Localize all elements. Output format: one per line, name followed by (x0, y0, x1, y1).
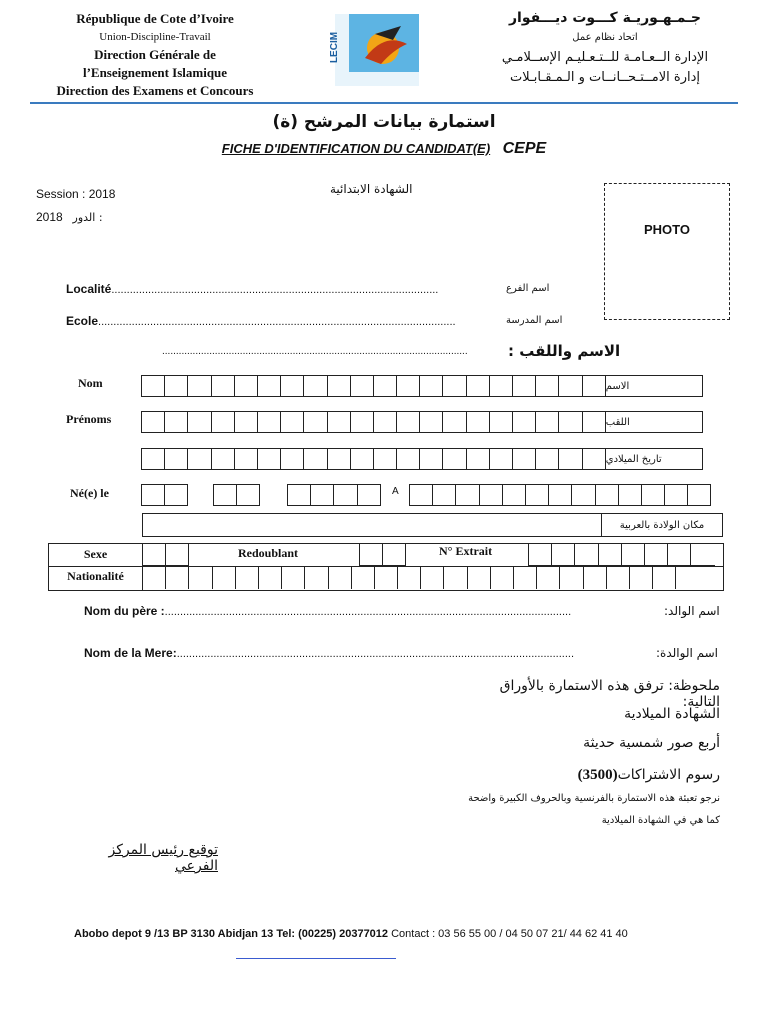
grid-cell[interactable] (164, 375, 188, 397)
grid-cell[interactable] (212, 567, 236, 589)
grid-cell[interactable] (350, 411, 374, 433)
grid-cell[interactable] (164, 448, 188, 470)
extrait-cell[interactable] (690, 544, 714, 566)
notes-intro: ملحوظة: ترفق هذه الاستمارة بالأوراق التالية: (499, 678, 720, 710)
birthdate-year[interactable] (288, 484, 381, 506)
grid-cell[interactable] (373, 411, 397, 433)
nom-ar-label: الاسم (605, 375, 703, 397)
grid-cell[interactable] (257, 375, 281, 397)
grid-cell[interactable] (512, 411, 536, 433)
grid-cell[interactable] (328, 567, 352, 589)
footer-address: Abobo depot 9 /13 BP 3130 Abidjan 13 Tel: (00225) 20377012 (74, 928, 389, 940)
grid-cell[interactable] (141, 448, 165, 470)
grid-cell[interactable] (548, 484, 572, 506)
session-fr: Session : 2018 (36, 187, 116, 201)
grid-cell[interactable] (525, 484, 549, 506)
grid-cell[interactable] (583, 567, 607, 589)
extrait-cells[interactable] (529, 544, 715, 566)
grid-cell[interactable] (211, 411, 235, 433)
header-ar-motto: اتحاد نظام عمل (572, 32, 638, 43)
grid-cell[interactable] (558, 448, 582, 470)
grid-cell[interactable] (442, 411, 466, 433)
grid-cell[interactable] (187, 448, 211, 470)
nationalite-label: Nationalité (67, 569, 124, 583)
grid-cell[interactable] (373, 375, 397, 397)
grid-cell[interactable] (280, 411, 304, 433)
extrait-cell[interactable] (667, 544, 691, 566)
grid-cell[interactable] (512, 375, 536, 397)
header-country: République de Cote d’Ivoire (76, 11, 234, 26)
ecole-label: Ecole (66, 314, 99, 328)
grid-cell[interactable] (687, 484, 711, 506)
localite-row[interactable]: Localité........................................................................................................... اسم الفرع (66, 282, 550, 296)
header-ar-exams: إدارة الامــتـحــانــات و الـمـقـابـلات (510, 70, 700, 85)
redoublant-cell[interactable] (382, 544, 406, 566)
grid-cell[interactable] (280, 448, 304, 470)
ecole-row[interactable]: Ecole..................................................................................................................... اسم المدرسة (66, 314, 563, 328)
grid-cell[interactable] (595, 484, 619, 506)
father-ar-label: اسم الوالد: (664, 604, 720, 618)
nom-grid[interactable] (142, 375, 703, 397)
header-ar-direction: الإدارة الــعـامـة للــتـعـليـم الإســلامـي (501, 50, 709, 65)
grid-cell[interactable] (397, 567, 421, 589)
grid-cell[interactable] (536, 567, 560, 589)
grid-cell[interactable] (559, 567, 583, 589)
footer-link-line[interactable] (236, 958, 396, 959)
grid-cell[interactable] (396, 411, 420, 433)
title-arabic: استمارة بيانات المرشح (ة) (272, 112, 496, 132)
grid-cell[interactable] (280, 375, 304, 397)
grid-cell[interactable] (165, 567, 189, 589)
grid-cell[interactable] (582, 448, 606, 470)
grid-cell[interactable] (213, 484, 237, 506)
grid-cell[interactable] (512, 448, 536, 470)
session-ar (36, 210, 103, 224)
grid-cell[interactable] (442, 375, 466, 397)
grid-cell[interactable] (535, 375, 559, 397)
extrait-cell[interactable] (528, 544, 552, 566)
grid-cell[interactable] (442, 448, 466, 470)
grid-cell[interactable] (257, 411, 281, 433)
date-ar-grid[interactable] (142, 448, 703, 470)
fullname-dots[interactable]: .............................................................................................................. (162, 346, 468, 357)
grid-cell[interactable] (489, 375, 513, 397)
header-ar-country: جـمـهـوريـة كـــوت ديـــفوار (508, 10, 702, 26)
grid-cell[interactable] (606, 567, 630, 589)
grid-cell[interactable] (479, 484, 503, 506)
grid-cell[interactable] (141, 411, 165, 433)
photo-box (604, 183, 730, 320)
grid-cell[interactable] (187, 375, 211, 397)
mother-label: Nom de la Mere: (84, 646, 177, 660)
grid-cell[interactable] (141, 375, 165, 397)
extrait-cell[interactable] (644, 544, 668, 566)
header-direction-1: Direction Générale de (94, 47, 216, 62)
grid-cell[interactable] (142, 567, 166, 589)
grid-cell[interactable] (571, 484, 595, 506)
extrait-cell[interactable] (621, 544, 645, 566)
nationalite-cells[interactable] (142, 567, 700, 589)
sexe-label: Sexe (83, 547, 108, 561)
birthdate-month[interactable] (214, 484, 260, 506)
grid-cell[interactable] (641, 484, 665, 506)
nom-label: Nom (78, 376, 103, 390)
grid-cell[interactable] (466, 375, 490, 397)
sexe-table (48, 543, 724, 591)
grid-cell[interactable] (310, 484, 334, 506)
grid-cell[interactable] (327, 448, 351, 470)
header-direction-3: Direction des Examens et Concours (56, 83, 254, 98)
grid-cell[interactable] (675, 567, 699, 589)
grid-cell[interactable] (419, 375, 443, 397)
footer-contact: Contact : 03 56 55 00 / 04 50 07 21/ 44 62 41 40 (391, 928, 628, 940)
localite-ar: اسم الفرع (506, 283, 550, 294)
grid-cell[interactable] (187, 411, 211, 433)
sexe-cell[interactable] (142, 544, 166, 566)
grid-cell[interactable] (350, 375, 374, 397)
grid-cell[interactable] (419, 411, 443, 433)
grid-cell[interactable] (443, 567, 467, 589)
fees-value: (3500) (577, 767, 618, 783)
grid-cell[interactable] (490, 567, 514, 589)
grid-cell[interactable] (236, 484, 260, 506)
grid-cell[interactable] (466, 448, 490, 470)
header-right (470, 8, 740, 88)
father-label: Nom du père : (84, 604, 165, 618)
grid-cell[interactable] (211, 448, 235, 470)
footer (74, 928, 734, 940)
grid-cell[interactable] (396, 375, 420, 397)
certificate-label: الشهادة الابتدائية (330, 182, 413, 196)
mother-ar-label: اسم الوالدة: (656, 646, 718, 660)
header-left (30, 10, 280, 100)
ecole-ar: اسم المدرسة (506, 315, 563, 326)
grid-cell[interactable] (432, 484, 456, 506)
grid-cell[interactable] (374, 567, 398, 589)
grid-cell[interactable] (234, 375, 258, 397)
signature-label: توقيع رئيس المركز الفرعي (108, 842, 218, 874)
session-ar-year: 2018 (36, 210, 63, 224)
grid-cell[interactable] (303, 411, 327, 433)
fullname-ar-label: الاسم واللقب : (508, 342, 621, 360)
grid-cell[interactable] (327, 411, 351, 433)
extrait-cell[interactable] (551, 544, 575, 566)
title-french-wrap (0, 140, 768, 158)
grid-cell[interactable] (535, 411, 559, 433)
birthplace-ar-row[interactable] (142, 513, 723, 537)
grid-cell[interactable] (141, 484, 165, 506)
grid-cell[interactable] (629, 567, 653, 589)
birthdate-day[interactable] (142, 484, 188, 506)
prenoms-ar-label: اللقب (605, 411, 703, 433)
notes-fill-instruction-2: كما هي في الشهادة الميلادية (601, 815, 720, 826)
grid-cell[interactable] (234, 448, 258, 470)
grid-cell[interactable] (455, 484, 479, 506)
fees-label: رسوم الاشتراكات (617, 767, 720, 783)
extrait-cell[interactable] (574, 544, 598, 566)
grid-cell[interactable] (235, 567, 259, 589)
grid-cell[interactable] (489, 411, 513, 433)
logo-graphic (335, 14, 419, 86)
grid-cell[interactable] (582, 375, 606, 397)
session-ar-label: الدور : (72, 211, 103, 224)
header-motto: Union-Discipline-Travail (99, 31, 211, 43)
grid-cell[interactable] (211, 375, 235, 397)
grid-cell[interactable] (409, 484, 433, 506)
grid-cell[interactable] (420, 567, 444, 589)
birthdate-label: Né(e) le (70, 486, 109, 500)
notes-item-fees (480, 764, 720, 784)
date-ar-label: تاريخ الميلادي (605, 448, 703, 470)
grid-cell[interactable] (188, 567, 212, 589)
prenoms-grid[interactable] (142, 411, 703, 433)
grid-cell[interactable] (618, 484, 642, 506)
redoublant-label: Redoublant (238, 546, 299, 560)
grid-cell[interactable] (333, 484, 357, 506)
birthplace-ar-label: مكان الولادة بالعربية (601, 514, 722, 536)
grid-cell[interactable] (164, 411, 188, 433)
father-row[interactable]: Nom du père :..................................................................................................................................... (84, 604, 572, 618)
grid-cell[interactable] (281, 567, 305, 589)
grid-cell[interactable] (234, 411, 258, 433)
grid-cell[interactable] (357, 484, 381, 506)
grid-cell[interactable] (513, 567, 537, 589)
notes-item-birth: الشهادة الميلادية (624, 706, 720, 722)
grid-cell[interactable] (535, 448, 559, 470)
title-french: FICHE D'IDENTIFICATION DU CANDIDAT(E) (221, 141, 491, 156)
grid-cell[interactable] (257, 448, 281, 470)
grid-cell[interactable] (303, 448, 327, 470)
birthplace-grid[interactable] (410, 484, 711, 506)
grid-cell[interactable] (419, 448, 443, 470)
sexe-cell[interactable] (165, 544, 189, 566)
title-exam: CEPE (502, 140, 547, 157)
grid-cell[interactable] (258, 567, 282, 589)
localite-label: Localité (66, 282, 112, 296)
header-direction-2: l’Enseignement Islamique (82, 65, 228, 80)
redoublant-cells[interactable] (360, 544, 406, 566)
grid-cell[interactable] (350, 448, 374, 470)
photo-label: PHOTO (644, 222, 690, 237)
grid-cell[interactable] (558, 375, 582, 397)
grid-cell[interactable] (582, 411, 606, 433)
grid-cell[interactable] (489, 448, 513, 470)
grid-cell[interactable] (558, 411, 582, 433)
grid-cell[interactable] (502, 484, 526, 506)
grid-cell[interactable] (396, 448, 420, 470)
sexe-cells[interactable] (142, 544, 189, 566)
logo-text: LECIM (329, 31, 341, 64)
grid-cell[interactable] (287, 484, 311, 506)
birthplace-a-label: A (392, 486, 399, 497)
grid-cell[interactable] (351, 567, 375, 589)
mother-row[interactable]: Nom de la Mere:.................................................................................................................................. (84, 646, 575, 660)
header-divider (30, 102, 738, 104)
prenoms-label: Prénoms (66, 412, 112, 426)
grid-cell[interactable] (304, 567, 328, 589)
grid-cell[interactable] (373, 448, 397, 470)
grid-cell[interactable] (327, 375, 351, 397)
grid-cell[interactable] (664, 484, 688, 506)
redoublant-cell[interactable] (359, 544, 383, 566)
extrait-label: N° Extrait (439, 544, 493, 558)
grid-cell[interactable] (466, 411, 490, 433)
grid-cell[interactable] (303, 375, 327, 397)
grid-cell[interactable] (652, 567, 676, 589)
grid-cell[interactable] (164, 484, 188, 506)
notes-fill-instruction: نرجو تعبئة هذه الاستمارة بالفرنسية وبالحروف الكبيرة واضحة (468, 793, 720, 804)
lecim-logo (329, 14, 419, 86)
extrait-cell[interactable] (598, 544, 622, 566)
notes-item-photos: أربع صور شمسية حديثة (583, 735, 720, 751)
grid-cell[interactable] (467, 567, 491, 589)
